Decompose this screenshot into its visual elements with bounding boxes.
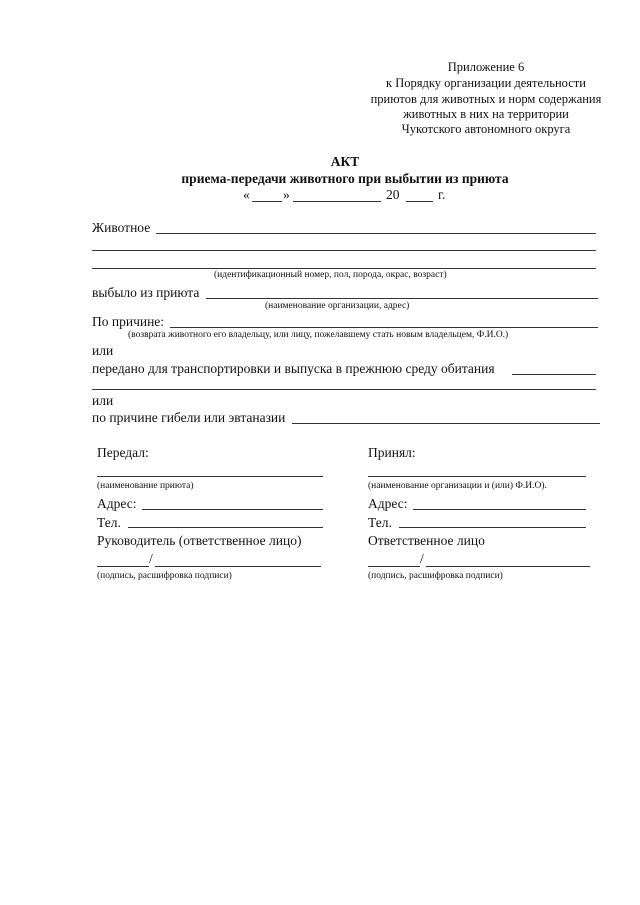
accepted-responsible-label: Ответственное лицо	[368, 533, 485, 548]
annex-line-5: Чукотского автономного округа	[401, 122, 571, 136]
animal-label: Животное	[92, 220, 151, 235]
transport-label: передано для транспортировки и выпуска в прежнюю среду обитания	[92, 361, 495, 376]
year-field[interactable]	[406, 201, 433, 202]
reason-field[interactable]	[170, 327, 598, 328]
transferred-title: Передал:	[97, 445, 149, 460]
or-label-2: или	[92, 393, 114, 408]
transferred-phone-label: Тел.	[97, 515, 121, 530]
transferred-name-field[interactable]	[97, 476, 323, 477]
animal-field[interactable]	[156, 233, 596, 234]
accepted-address-label: Адрес:	[368, 496, 408, 511]
death-label: по причине гибели или эвтаназии	[92, 410, 286, 425]
accepted-address-field[interactable]	[413, 509, 586, 510]
transferred-slash: /	[149, 551, 153, 566]
accepted-signature-hint: (подпись, расшифровка подписи)	[368, 571, 503, 581]
left-shelter-hint: (наименование организации, адрес)	[265, 301, 410, 311]
accepted-slash: /	[420, 551, 424, 566]
accepted-phone-label: Тел.	[368, 515, 392, 530]
animal-hint: (идентификационный номер, пол, порода, окрас, возраст)	[214, 270, 447, 280]
transferred-name-hint: (наименование приюта)	[97, 481, 194, 491]
transferred-signature-name-field[interactable]	[155, 566, 321, 567]
death-field[interactable]	[292, 423, 600, 424]
transferred-address-label: Адрес:	[97, 496, 137, 511]
transferred-phone-field[interactable]	[128, 527, 323, 528]
year-prefix: 20	[386, 187, 400, 202]
document-title: АКТ	[330, 154, 360, 169]
accepted-name-field[interactable]	[368, 476, 586, 477]
transferred-responsible-label: Руководитель (ответственное лицо)	[97, 533, 302, 548]
annex-line-2: к Порядку организации деятельности	[386, 76, 586, 90]
date-open-quote: «	[243, 187, 250, 202]
transport-field-line-2[interactable]	[92, 389, 596, 390]
accepted-signature-name-field[interactable]	[426, 566, 590, 567]
left-shelter-field[interactable]	[206, 298, 598, 299]
left-shelter-label: выбыло из приюта	[92, 285, 200, 300]
reason-hint: (возврата животного его владельцу, или лицу, пожелавшему стать новым владельцем, Ф.И.О.)	[128, 330, 509, 340]
animal-field-line-3[interactable]	[92, 268, 596, 269]
transport-field[interactable]	[512, 374, 596, 375]
annex-line-3: приютов для животных и норм содержания	[370, 92, 602, 106]
day-field[interactable]	[252, 201, 282, 202]
transferred-signature-hint: (подпись, расшифровка подписи)	[97, 571, 232, 581]
or-label-1: или	[92, 343, 114, 358]
animal-field-line-2[interactable]	[92, 250, 596, 251]
transferred-signature-field[interactable]	[97, 566, 149, 567]
accepted-signature-field[interactable]	[368, 566, 420, 567]
accepted-name-hint: (наименование организации и (или) Ф.И.О).	[368, 481, 547, 491]
transferred-address-field[interactable]	[142, 509, 323, 510]
date-close-quote: »	[283, 187, 290, 202]
year-suffix: г.	[438, 187, 446, 202]
month-field[interactable]	[293, 201, 381, 202]
reason-label: По причине:	[92, 314, 165, 329]
annex-line-4: животных в них на территории	[403, 107, 569, 121]
annex-line-1: Приложение 6	[447, 60, 525, 74]
document-subtitle: приема-передачи животного при выбытии из приюта	[181, 171, 509, 186]
accepted-title: Принял:	[368, 445, 416, 460]
accepted-phone-field[interactable]	[399, 527, 586, 528]
